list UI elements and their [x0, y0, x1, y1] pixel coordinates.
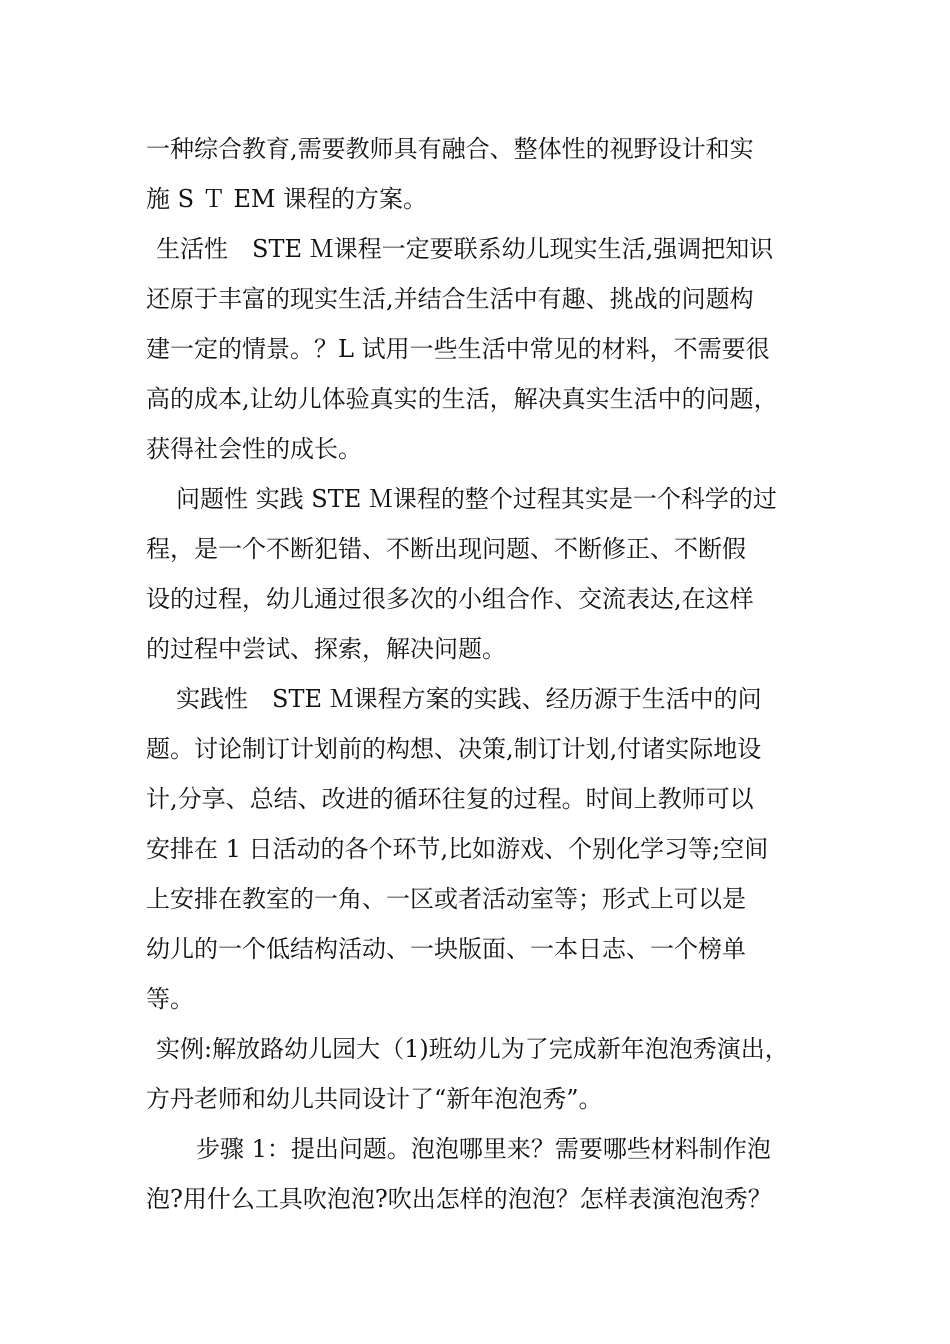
text-line: 幼儿的一个低结构活动、一块版面、一本日志、一个榜单 [146, 935, 746, 963]
text-line: 高的成本,让幼儿体验真实的生活，解决真实生活中的问题， [146, 385, 778, 413]
text-line: 实例:解放路幼儿园大（1)班幼儿为了完成新年泡泡秀演出， [156, 1035, 789, 1063]
text-line: 泡?用什么工具吹泡泡?吹出怎样的泡泡？怎样表演泡泡秀？ [146, 1185, 772, 1213]
text-line: 建一定的情景。？L 试用一些生活中常见的材料，不需要很 [146, 335, 770, 363]
text-line: 计,分享、总结、改进的循环往复的过程。时间上教师可以 [146, 785, 754, 813]
text-line: 程，是一个不断犯错、不断出现问题、不断修正、不断假 [146, 535, 746, 563]
text-line: 实践性 STE Ｍ课程方案的实践、经历源于生活中的问 [176, 685, 762, 713]
text-line: 还原于丰富的现实生活,并结合生活中有趣、挑战的问题构 [146, 285, 754, 313]
text-line: 问题性 实践 STE Ｍ课程的整个过程其实是一个科学的过 [176, 485, 777, 513]
text-line: 上安排在教室的一角、一区或者活动室等；形式上可以是 [146, 885, 746, 913]
text-line: 获得社会性的成长。 [146, 435, 362, 463]
text-line: 设的过程，幼儿通过很多次的小组合作、交流表达,在这样 [146, 585, 754, 613]
text-line: 一种综合教育,需要教师具有融合、整体性的视野设计和实 [146, 135, 754, 163]
text-line: 施 S Ｔ EM 课程的方案。 [146, 185, 428, 213]
text-line: 安排在 1 日活动的各个环节,比如游戏、个别化学习等;空间 [146, 835, 769, 863]
text-line: 的过程中尝试、探索，解决问题。 [146, 635, 506, 663]
text-line: 方丹老师和幼儿共同设计了“新年泡泡秀”。 [146, 1085, 603, 1113]
text-line: 题。讨论制订计划前的构想、决策,制订计划,付诸实际地设 [146, 735, 762, 763]
text-line: 生活性 STE Ｍ课程一定要联系幼儿现实生活,强调把知识 [156, 235, 774, 263]
text-line: 步骤 1：提出问题。泡泡哪里来？需要哪些材料制作泡 [196, 1135, 771, 1163]
text-line: 等。 [146, 985, 194, 1013]
